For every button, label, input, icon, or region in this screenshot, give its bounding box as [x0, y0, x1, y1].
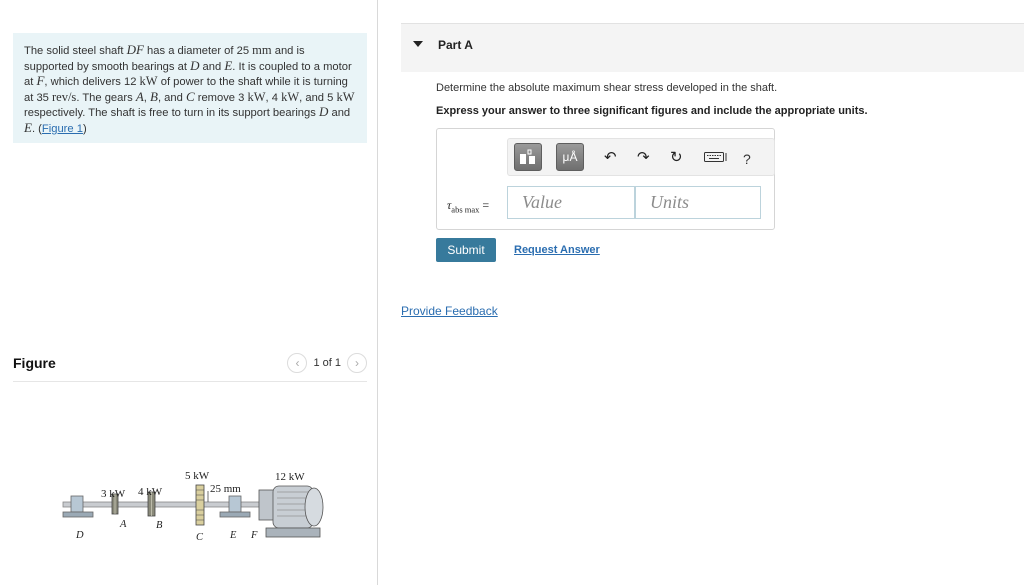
problem-text: ) — [82, 122, 87, 135]
problem-statement — [13, 33, 367, 143]
math-symbol: DF — [126, 42, 144, 57]
label-5kw: 5 kW — [185, 470, 210, 482]
problem-text: and — [199, 60, 225, 73]
redo-icon[interactable]: ↷ — [637, 149, 650, 166]
reset-icon[interactable]: ↻ — [670, 149, 683, 166]
unit-text: kW — [247, 89, 266, 104]
equals-sign: = — [482, 198, 490, 212]
label-e: E — [230, 530, 237, 541]
part-header[interactable] — [401, 23, 1024, 72]
unit-text: kW — [281, 89, 300, 104]
question-text: Determine the absolute maximum shear stress developed in the shaft. — [436, 82, 778, 94]
tau-subscript: abs max — [451, 204, 480, 215]
label-4kw: 4 kW — [138, 486, 163, 498]
tau-symbol: τ — [447, 198, 452, 212]
problem-text: . It is coupled to a motor at — [24, 60, 352, 89]
math-symbol: B — [149, 88, 158, 104]
math-symbol: C — [185, 88, 195, 104]
math-symbol: D — [190, 57, 200, 73]
collapse-triangle-icon[interactable] — [413, 41, 423, 47]
label-b: B — [156, 520, 163, 531]
label-a: A — [120, 519, 127, 530]
unit-text: rev/s — [52, 89, 77, 104]
keyboard-icon[interactable] — [704, 151, 728, 163]
unit-text: kW — [336, 89, 355, 104]
request-answer-link[interactable]: Request Answer — [514, 244, 600, 256]
chevron-right-icon: › — [355, 356, 359, 370]
label-diameter: 25 mm — [210, 483, 241, 495]
unit-text: kW — [139, 74, 158, 89]
units-input[interactable] — [635, 186, 761, 219]
label-f: F — [251, 530, 258, 541]
figure-title: Figure — [13, 355, 56, 371]
pager-text: 1 of 1 — [313, 357, 341, 369]
problem-text: has a diameter of 25 — [143, 45, 253, 57]
figure-1-link[interactable]: Figure 1 — [41, 122, 83, 135]
problem-text: and is supported by smooth bearings at — [24, 45, 305, 73]
units-button-label: μÅ — [562, 150, 578, 164]
motor-f — [259, 486, 323, 537]
problem-text: , — [143, 91, 150, 104]
problem-text: , 4 — [265, 91, 282, 104]
unit-text: mm — [252, 43, 272, 57]
help-button[interactable]: ? — [743, 151, 751, 167]
problem-text: , and — [157, 91, 186, 104]
label-c: C — [196, 532, 204, 543]
previous-figure-button[interactable] — [287, 353, 307, 373]
figure-header — [13, 352, 367, 382]
part-title: Part A — [438, 38, 473, 52]
math-symbol: A — [135, 88, 144, 104]
left-panel — [0, 0, 378, 585]
chevron-left-icon: ‹ — [295, 356, 300, 370]
problem-text: remove 3 — [194, 91, 248, 104]
undo-icon[interactable]: ↶ — [604, 149, 617, 166]
math-symbol: E — [24, 119, 32, 135]
gear-c — [196, 485, 204, 525]
instruction-text: Express your answer to three significant figures and include the appropriate units. — [436, 105, 868, 117]
problem-text: respectively. The shaft is free to turn in its support bearings — [24, 107, 319, 120]
next-figure-button[interactable] — [347, 353, 367, 373]
value-input[interactable] — [507, 186, 635, 219]
shaft — [63, 502, 278, 507]
submit-button[interactable]: Submit — [436, 238, 496, 262]
label-3kw: 3 kW — [101, 488, 126, 500]
answer-variable-label — [447, 198, 489, 214]
problem-text: . ( — [31, 122, 42, 135]
right-panel — [379, 0, 1024, 585]
problem-text: and — [328, 107, 351, 120]
provide-feedback-link[interactable]: Provide Feedback — [401, 304, 498, 318]
math-symbol: E — [224, 57, 233, 73]
answer-box — [436, 128, 775, 230]
problem-text: of power to the shaft while it is turning at 35 — [24, 76, 348, 104]
figure-pager — [287, 353, 367, 373]
shaft-figure — [55, 462, 345, 547]
units-button[interactable] — [556, 143, 584, 171]
template-button[interactable] — [514, 143, 542, 171]
math-toolbar — [507, 138, 775, 176]
math-symbol: D — [318, 104, 329, 120]
label-d: D — [76, 530, 84, 541]
template-icon — [519, 149, 537, 165]
problem-text: , which delivers 12 — [44, 76, 140, 89]
problem-text: , and 5 — [299, 91, 337, 104]
math-symbol: F — [36, 73, 45, 89]
problem-text: . The gears — [76, 91, 136, 104]
problem-text: The solid steel shaft — [24, 45, 127, 57]
label-12kw: 12 kW — [275, 471, 305, 483]
